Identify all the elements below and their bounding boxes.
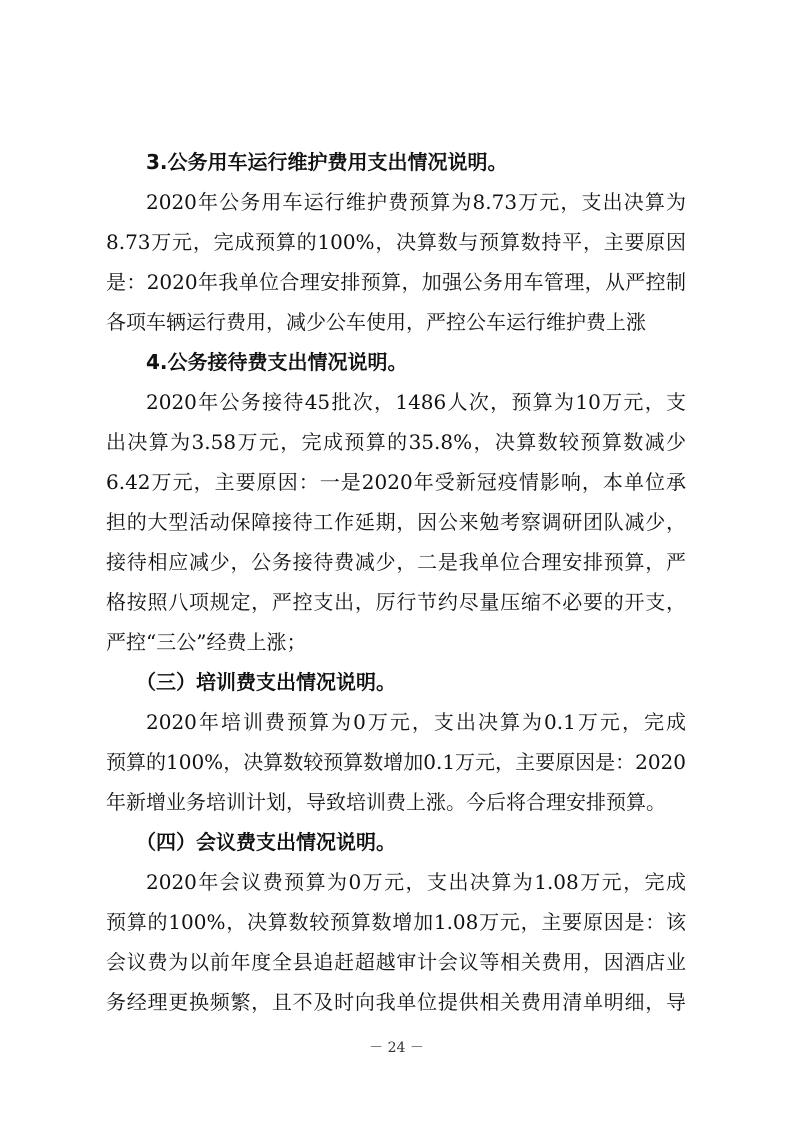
paragraph-line: 预算的100%，决算数较预算数增加0.1万元，主要原因是：2020 <box>106 750 686 774</box>
paragraph-line: 是：2020年我单位合理安排预算，加强公务用车管理，从严控制 <box>106 270 686 294</box>
paragraph-line: 会议费为以前年度全县追赶超越审计会议等相关费用，因酒店业 <box>106 950 686 974</box>
paragraph-line: 8.73万元，完成预算的100%，决算数与预算数持平，主要原因 <box>106 230 686 254</box>
paragraph-line: 2020年公务接待45批次，1486人次，预算为10万元，支 <box>146 390 686 414</box>
section-heading-meeting: （四）会议费支出情况说明。 <box>136 830 396 854</box>
paragraph-line: 2020年培训费预算为0万元，支出决算为0.1万元，完成 <box>146 710 686 734</box>
section-heading-vehicle: 3.公务用车运行维护费用支出情况说明。 <box>146 150 508 174</box>
section-heading-training: （三）培训费支出情况说明。 <box>136 670 396 694</box>
paragraph-line: 2020年会议费预算为0万元，支出决算为1.08万元，完成 <box>146 870 686 894</box>
paragraph-line: 2020年公务用车运行维护费预算为8.73万元，支出决算为 <box>146 190 686 214</box>
paragraph-line: 出决算为3.58万元，完成预算的35.8%，决算数较预算数减少 <box>106 430 686 454</box>
paragraph-line: 年新增业务培训计划，导致培训费上涨。今后将合理安排预算。 <box>106 790 666 814</box>
paragraph-line: 担的大型活动保障接待工作延期，因公来勉考察调研团队减少， <box>106 510 686 534</box>
paragraph-line: 接待相应减少，公务接待费减少，二是我单位合理安排预算，严 <box>106 550 686 574</box>
paragraph-line: 各项车辆运行费用，减少公车使用，严控公车运行维护费上涨 <box>106 310 646 334</box>
paragraph-line: 格按照八项规定，严控支出，厉行节约尽量压缩不必要的开支， <box>106 590 686 614</box>
paragraph-line: 严控“三公”经费上涨； <box>106 630 307 654</box>
paragraph-line: 6.42万元，主要原因：一是2020年受新冠疫情影响，本单位承 <box>106 470 686 494</box>
paragraph-line: 预算的100%，决算数较预算数增加1.08万元，主要原因是：该 <box>106 910 686 934</box>
section-heading-reception: 4.公务接待费支出情况说明。 <box>146 350 408 374</box>
paragraph-line: 务经理更换频繁，且不及时向我单位提供相关费用清单明细，导 <box>106 990 686 1014</box>
page-number: － 24 － <box>369 1040 424 1056</box>
